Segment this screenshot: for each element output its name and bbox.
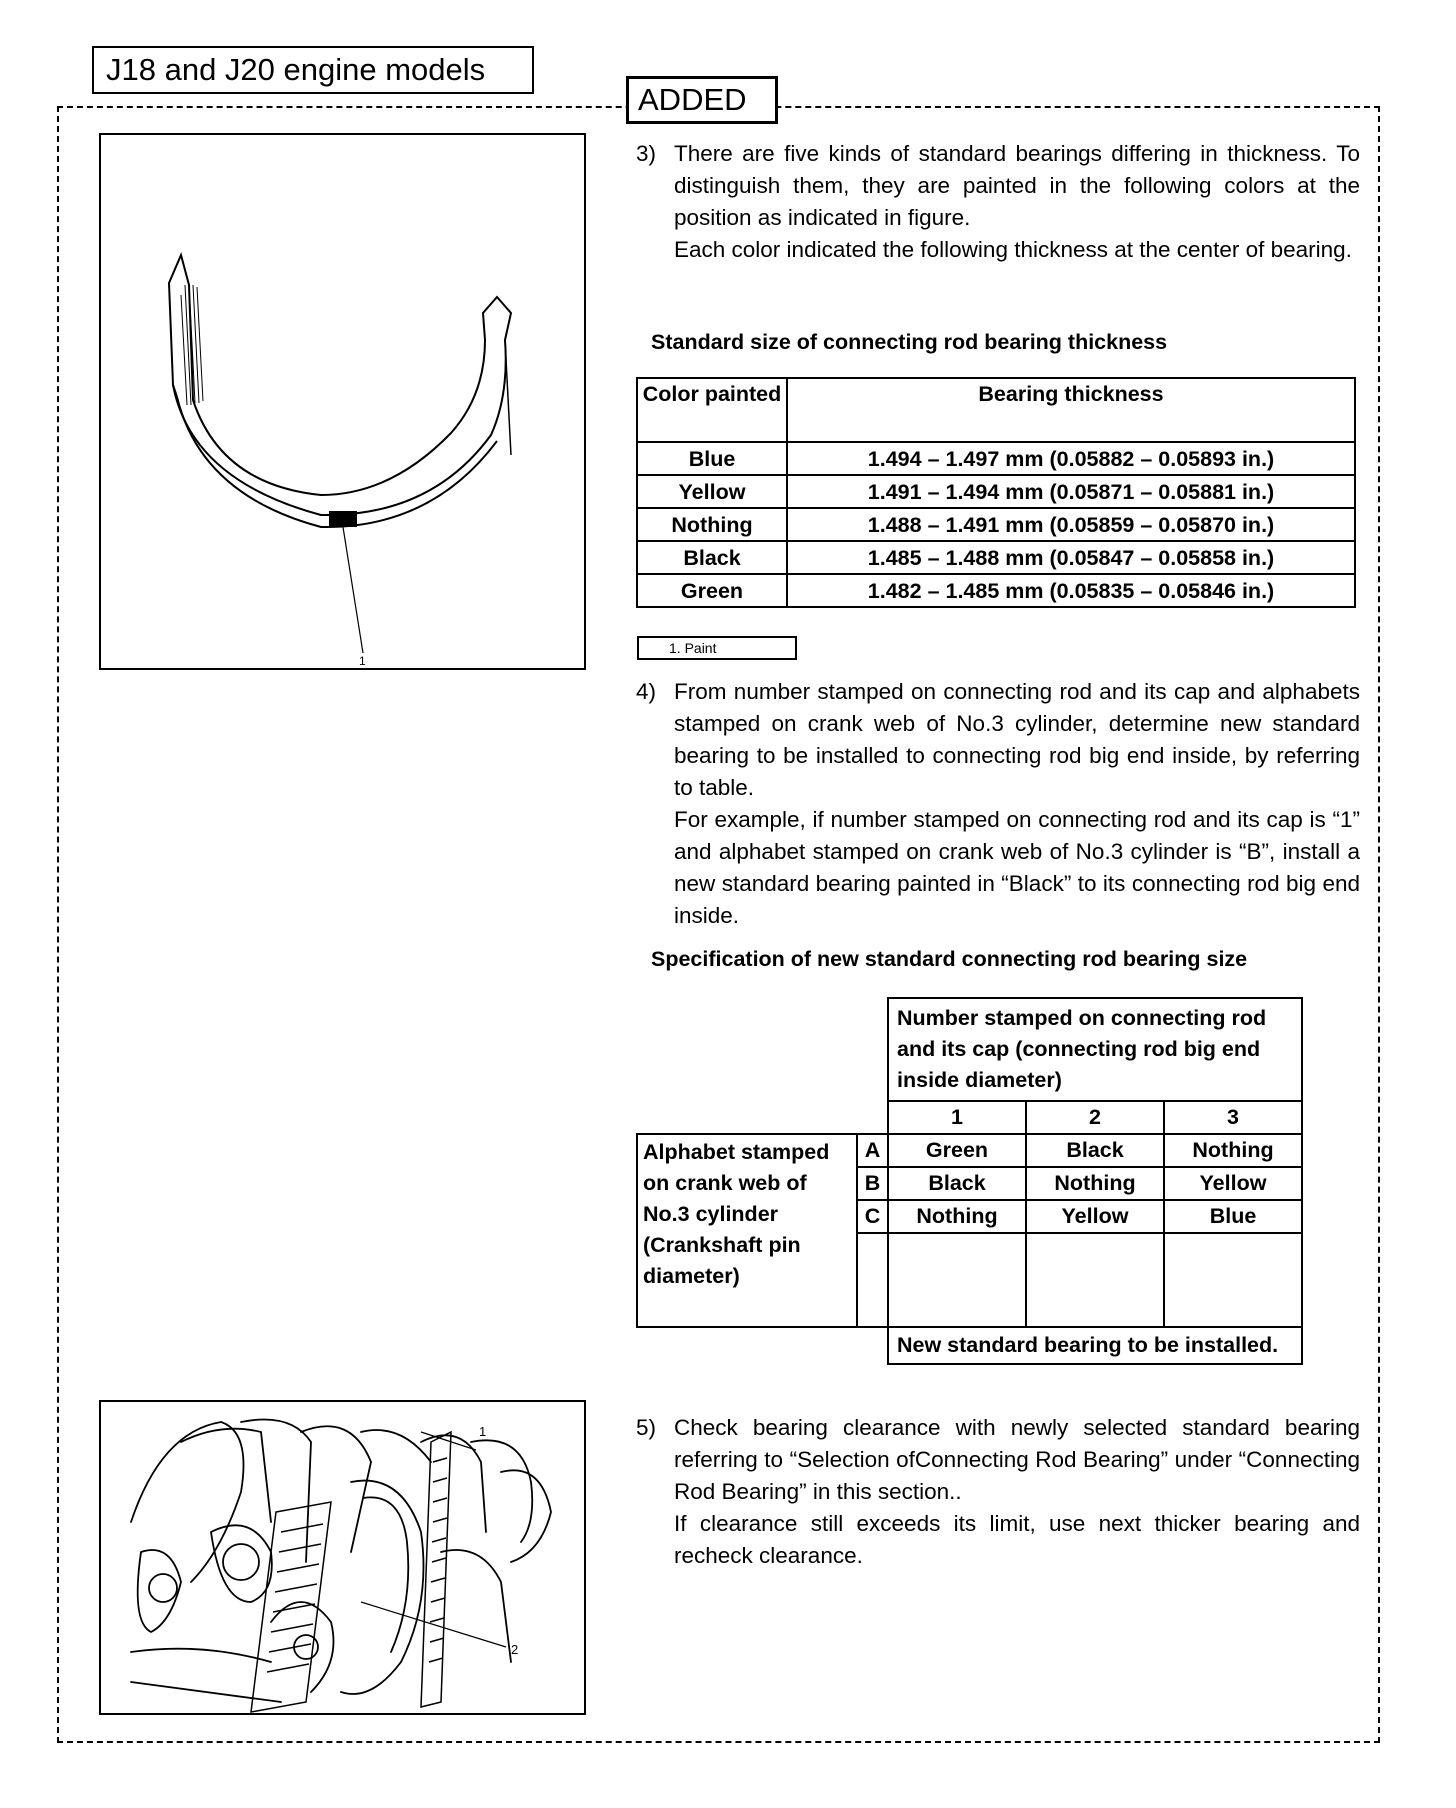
step-text: If clearance still exceeds its limit, use next thicker bearing and recheck clearance. [674, 1511, 1360, 1568]
table-row [637, 442, 1355, 475]
step-number: 4) [636, 679, 657, 704]
callout-2: 2 [511, 1642, 519, 1657]
bearing-thickness-table [636, 377, 1356, 608]
row-letter: A [857, 1134, 888, 1167]
alphabet-header: Alphabet stamped on crank web of No.3 cylinder (Crankshaft pin diameter) [637, 1134, 857, 1327]
bearing-selection-table [636, 997, 1303, 1365]
bearing-cell: Nothing [888, 1200, 1026, 1233]
bearing-illustration [101, 135, 584, 668]
col-3-header: 3 [1164, 1101, 1302, 1134]
color-cell: Yellow [637, 475, 787, 508]
step-number: 5) [636, 1415, 657, 1440]
plastigage-figure [99, 1400, 586, 1715]
added-stamp: ADDED [626, 76, 778, 124]
bearing-cell: Nothing [1026, 1167, 1164, 1200]
step-text: For example, if number stamped on connecting rod and its cap is “1” and alphabet stamped on crank web of No.3 cylinder is “B”, install a new standard bearing painted in “Black” to its connecting rod big end inside. [674, 807, 1360, 928]
step-5 [636, 1412, 1360, 1572]
col-1-header: 1 [888, 1101, 1026, 1134]
step-text: There are five kinds of standard bearings differing in thickness. To distinguish them, they are painted in the following colors at the position as indicated in figure. [674, 141, 1360, 230]
step-text: Check bearing clearance with newly selected standard bearing referring to “Selection ofConnecting Rod Bearing” under “Connecting Rod Bearing” in this section.. [674, 1415, 1360, 1504]
bearing-cell: Blue [1164, 1200, 1302, 1233]
bearing-cell: Green [888, 1134, 1026, 1167]
thickness-cell: 1.491 – 1.494 mm (0.05871 – 0.05881 in.) [787, 475, 1355, 508]
col-header-thickness: Bearing thickness [787, 378, 1355, 442]
callout-1: 1 [359, 654, 366, 668]
bearing-cell: Black [1026, 1134, 1164, 1167]
step-4 [636, 676, 1360, 932]
bearing-cell: Nothing [1164, 1134, 1302, 1167]
bearing-cell: Yellow [1026, 1200, 1164, 1233]
color-cell: Black [637, 541, 787, 574]
thickness-cell: 1.494 – 1.497 mm (0.05882 – 0.05893 in.) [787, 442, 1355, 475]
figure-legend: 1. Paint [637, 636, 797, 660]
col-header-color: Color painted [637, 378, 787, 442]
thickness-cell: 1.485 – 1.488 mm (0.05847 – 0.05858 in.) [787, 541, 1355, 574]
color-cell: Blue [637, 442, 787, 475]
bearing-figure [99, 133, 586, 670]
number-header: Number stamped on connecting rod and its cap (connecting rod big end inside diameter) [888, 998, 1302, 1101]
bearing-cell: Black [888, 1167, 1026, 1200]
step-text: Each color indicated the following thickness at the center of bearing. [674, 237, 1352, 262]
crankshaft-illustration [101, 1402, 584, 1713]
table-footer: New standard bearing to be installed. [888, 1327, 1302, 1364]
table-row [637, 508, 1355, 541]
color-cell: Nothing [637, 508, 787, 541]
table-row [637, 475, 1355, 508]
table-row [637, 574, 1355, 607]
paint-mark [329, 511, 357, 527]
section-title: J18 and J20 engine models [92, 46, 534, 94]
thickness-cell: 1.482 – 1.485 mm (0.05835 – 0.05846 in.) [787, 574, 1355, 607]
color-cell: Green [637, 574, 787, 607]
table1-caption: Standard size of connecting rod bearing thickness [651, 330, 1168, 354]
step-3 [636, 138, 1360, 266]
row-letter: C [857, 1200, 888, 1233]
bearing-cell: Yellow [1164, 1167, 1302, 1200]
col-2-header: 2 [1026, 1101, 1164, 1134]
step-text: From number stamped on connecting rod and its cap and alphabets stamped on crank web of No.3 cylinder, determine new standard bearing to be installed to connecting rod big end inside, by referring to table. [674, 679, 1360, 800]
thickness-cell: 1.488 – 1.491 mm (0.05859 – 0.05870 in.) [787, 508, 1355, 541]
table2-caption: Specification of new standard connecting rod bearing size [651, 947, 1248, 971]
step-number: 3) [636, 141, 657, 166]
table-row [637, 541, 1355, 574]
callout-1: 1 [479, 1424, 487, 1439]
row-letter: B [857, 1167, 888, 1200]
